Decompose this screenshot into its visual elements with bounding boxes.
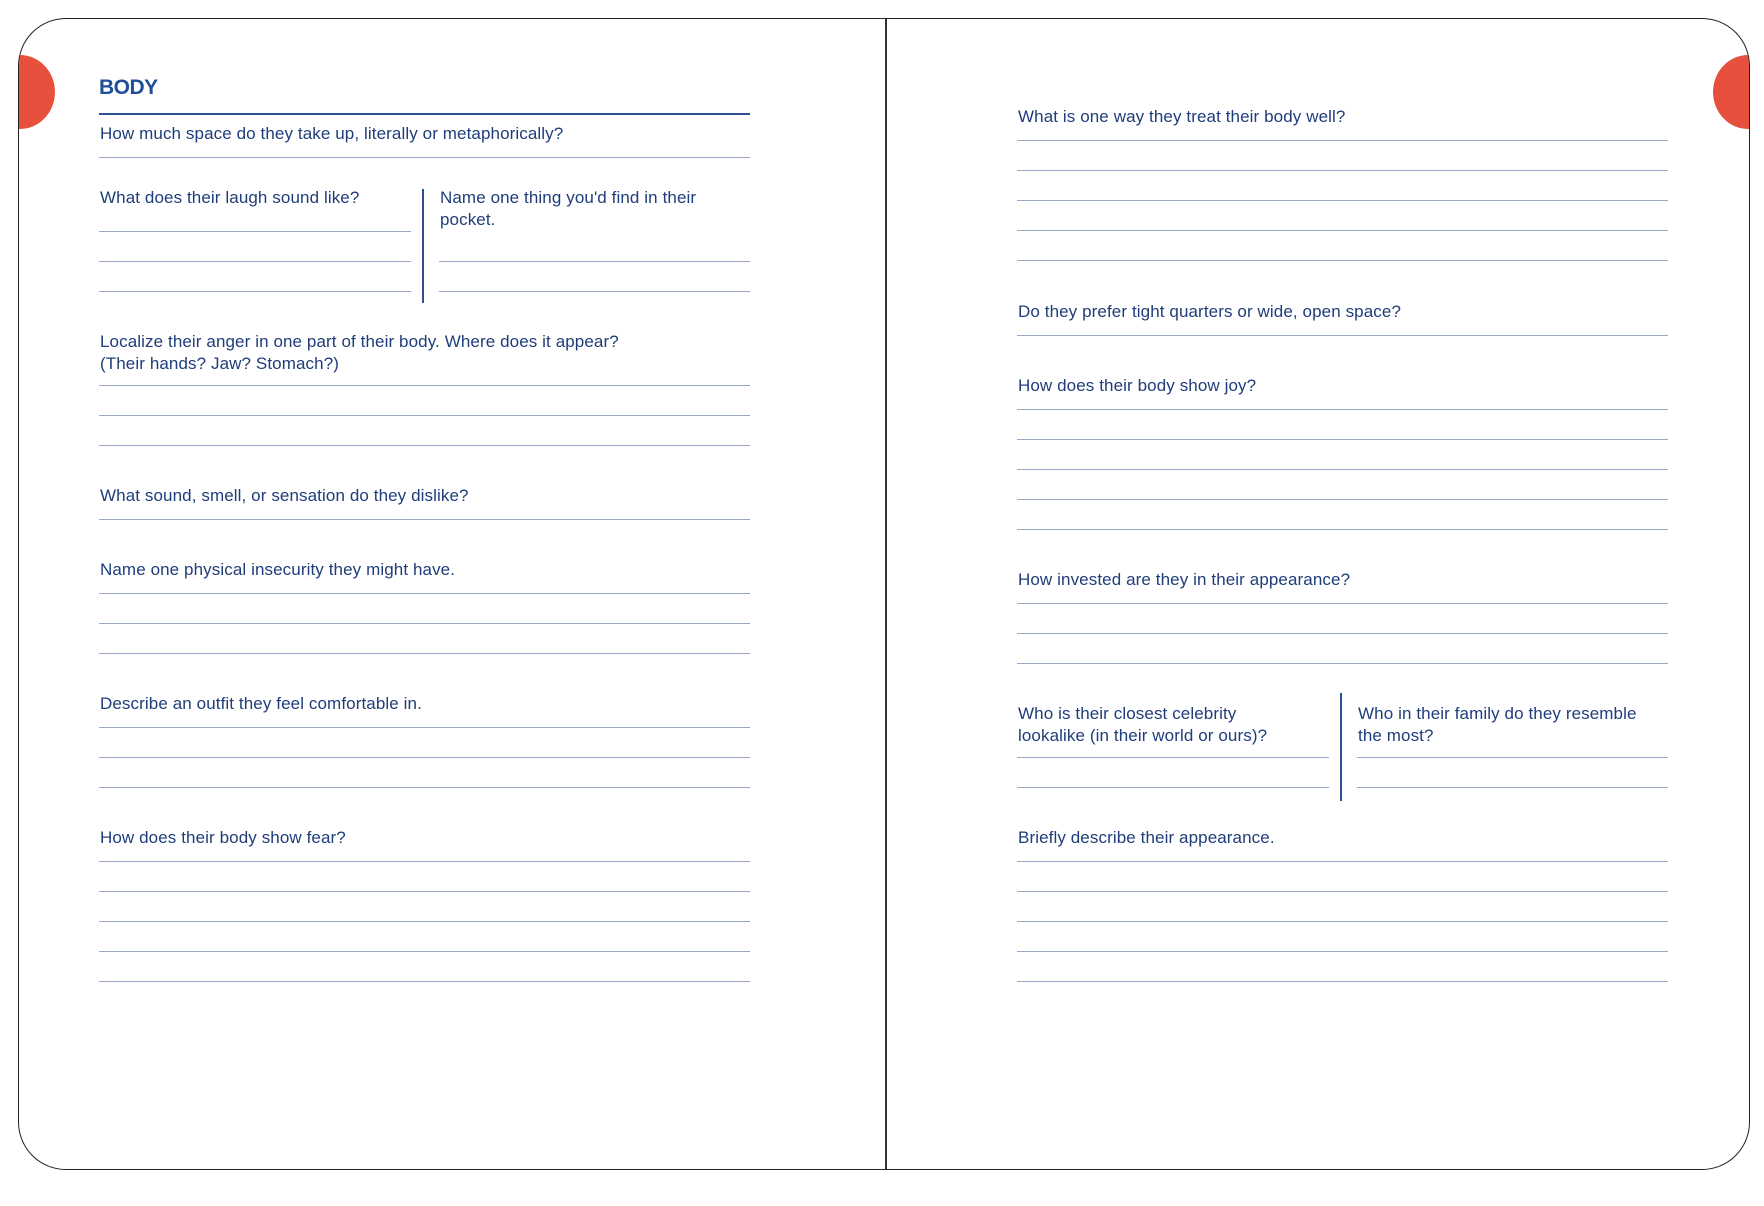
question-outfit: Describe an outfit they feel comfortable in. — [100, 694, 422, 713]
answer-line[interactable] — [99, 757, 750, 758]
book-spine — [885, 19, 887, 1169]
answer-line[interactable] — [99, 291, 411, 292]
answer-line[interactable] — [99, 519, 750, 520]
column-divider — [422, 189, 424, 303]
answer-line[interactable] — [1017, 529, 1668, 530]
question-appearance-investment: How invested are they in their appearance? — [1018, 570, 1351, 589]
question-space: How much space do they take up, literally or metaphorically? — [100, 124, 564, 143]
answer-line[interactable] — [1017, 260, 1668, 261]
answer-line[interactable] — [1017, 230, 1668, 231]
answer-line[interactable] — [99, 921, 750, 922]
answer-line[interactable] — [1017, 663, 1668, 664]
answer-line[interactable] — [99, 727, 750, 728]
answer-line[interactable] — [1017, 757, 1329, 758]
notebook-spread — [18, 18, 1750, 1170]
answer-line[interactable] — [1017, 921, 1668, 922]
answer-line[interactable] — [99, 261, 411, 262]
answer-line[interactable] — [1017, 981, 1668, 982]
question-space-preference: Do they prefer tight quarters or wide, open space? — [1018, 302, 1401, 321]
column-divider — [1340, 693, 1342, 801]
answer-line[interactable] — [1357, 757, 1668, 758]
question-anger-line2: (Their hands? Jaw? Stomach?) — [100, 354, 340, 373]
answer-line[interactable] — [1017, 335, 1668, 336]
answer-line[interactable] — [439, 291, 750, 292]
question-treat-body: What is one way they treat their body well? — [1018, 107, 1346, 126]
answer-line[interactable] — [99, 653, 750, 654]
left-page-tab — [18, 55, 55, 129]
answer-line[interactable] — [439, 261, 750, 262]
question-family-resemblance: Who in their family do they resemble the most? — [1358, 704, 1637, 745]
answer-line[interactable] — [1017, 170, 1668, 171]
section-title: BODY — [99, 76, 158, 99]
answer-line[interactable] — [1017, 140, 1668, 141]
answer-line[interactable] — [1017, 861, 1668, 862]
answer-line[interactable] — [99, 157, 750, 158]
answer-line[interactable] — [99, 861, 750, 862]
question-joy: How does their body show joy? — [1018, 376, 1257, 395]
answer-line[interactable] — [99, 951, 750, 952]
answer-line[interactable] — [99, 981, 750, 982]
question-fear: How does their body show fear? — [100, 828, 346, 847]
question-celebrity-lookalike: Who is their closest celebrity lookalike (in their world or ours)? — [1018, 704, 1268, 745]
question-dislike: What sound, smell, or sensation do they dislike? — [100, 486, 469, 505]
answer-line[interactable] — [99, 415, 750, 416]
answer-line[interactable] — [99, 385, 750, 386]
answer-line[interactable] — [99, 445, 750, 446]
answer-line[interactable] — [1017, 439, 1668, 440]
answer-line[interactable] — [99, 623, 750, 624]
question-pocket: Name one thing you'd find in their pocket. — [440, 188, 697, 229]
answer-line[interactable] — [99, 891, 750, 892]
answer-line[interactable] — [1017, 603, 1668, 604]
question-laugh: What does their laugh sound like? — [100, 188, 360, 207]
answer-line[interactable] — [1017, 469, 1668, 470]
answer-line[interactable] — [1017, 409, 1668, 410]
question-insecurity: Name one physical insecurity they might have. — [100, 560, 456, 579]
answer-line[interactable] — [1017, 951, 1668, 952]
answer-line[interactable] — [1357, 787, 1668, 788]
answer-line[interactable] — [99, 593, 750, 594]
answer-line[interactable] — [99, 787, 750, 788]
answer-line[interactable] — [1017, 891, 1668, 892]
answer-line[interactable] — [1017, 787, 1329, 788]
answer-line[interactable] — [1017, 200, 1668, 201]
question-anger-line1: Localize their anger in one part of their body. Where does it appear? — [100, 332, 619, 351]
answer-line[interactable] — [1017, 633, 1668, 634]
question-describe-appearance: Briefly describe their appearance. — [1018, 828, 1275, 847]
answer-line[interactable] — [1017, 499, 1668, 500]
answer-line[interactable] — [99, 231, 411, 232]
right-page-tab — [1713, 55, 1750, 129]
title-divider — [99, 113, 750, 115]
